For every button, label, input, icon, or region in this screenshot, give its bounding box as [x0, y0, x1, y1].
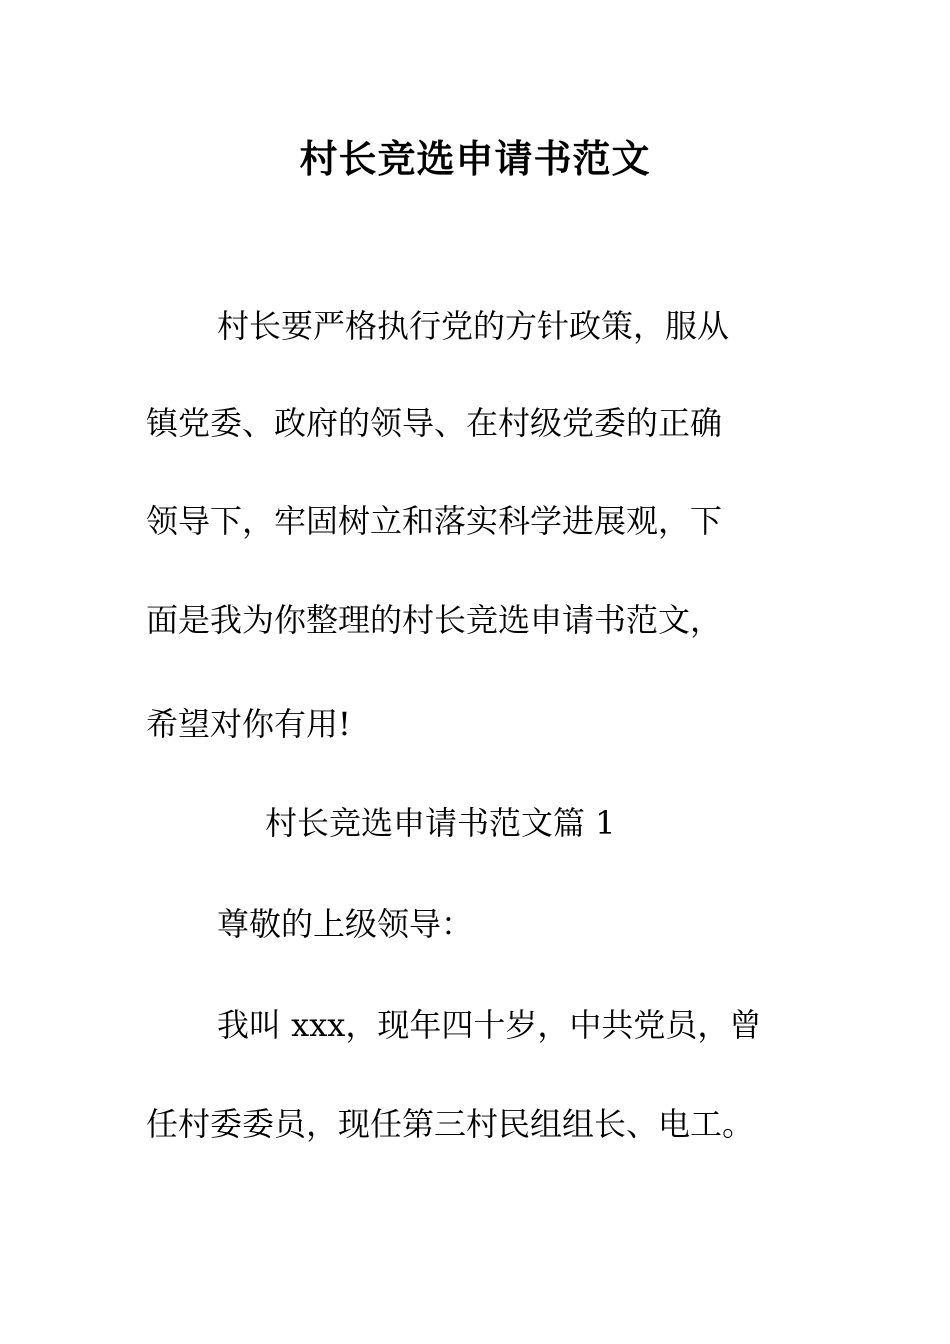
body-line-2: 任村委委员，现任第三村民组组长、电工。: [146, 1105, 755, 1143]
intro-line-2: 镇党委、政府的领导、在村级党委的正确: [146, 404, 723, 442]
intro-line-1: 村长要严格执行党的方针政策，服从: [217, 307, 730, 345]
intro-line-4: 面是我为你整理的村长竞选申请书范文，: [146, 601, 723, 639]
section-heading: 村长竞选申请书范文篇 1: [265, 804, 616, 842]
document-title: 村长竞选申请书范文: [299, 136, 651, 181]
intro-line-3: 领导下，牢固树立和落实科学进展观，下: [146, 502, 723, 540]
intro-line-5: 希望对你有用!: [146, 705, 351, 743]
salutation: 尊敬的上级领导：: [217, 905, 474, 943]
body-line-1: 我叫 xxx，现年四十岁，中共党员，曾: [217, 1006, 762, 1044]
